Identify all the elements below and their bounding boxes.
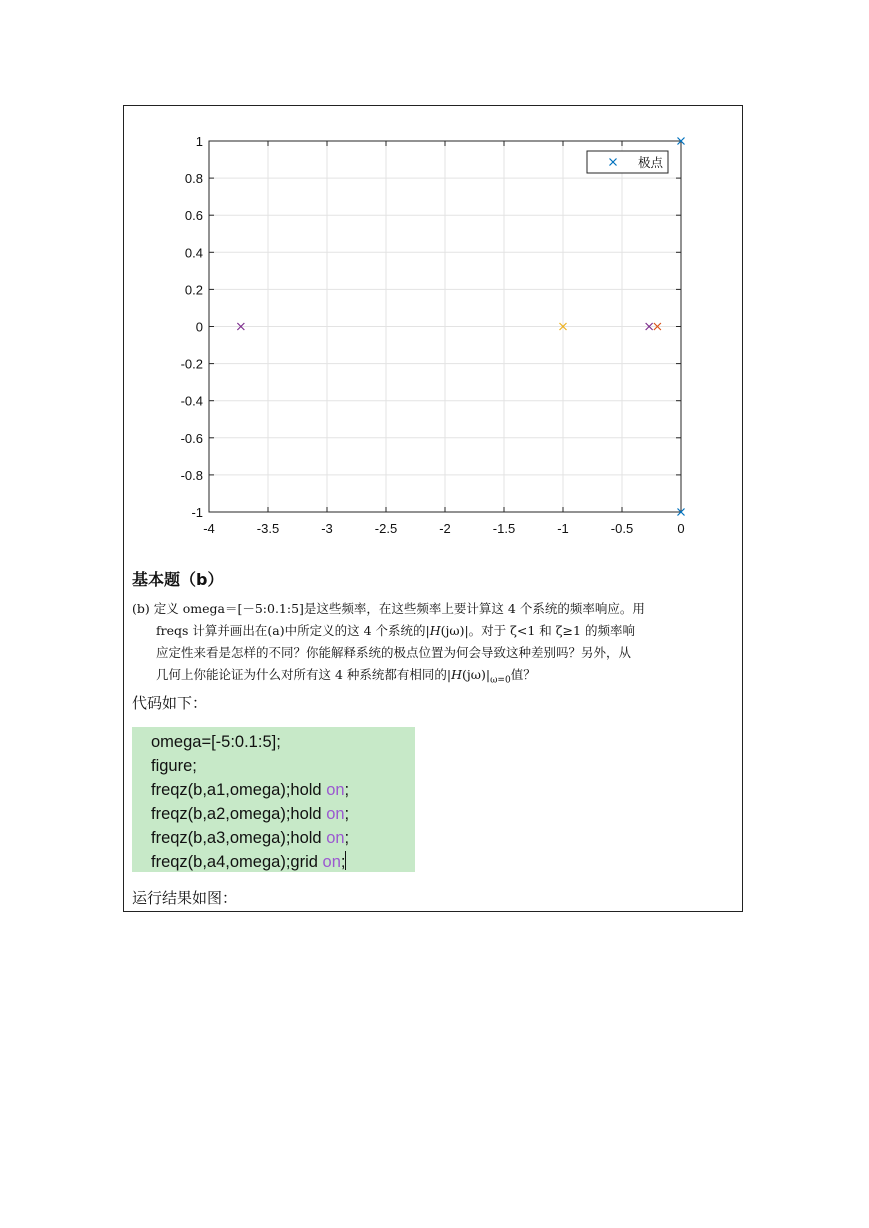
code-keyword: on bbox=[326, 805, 345, 823]
code-tail: ; bbox=[344, 781, 350, 799]
y-tick-label: 1 bbox=[195, 134, 203, 149]
problem-line-2-b: (jω)|。对于 ζ<1 和 ζ≥1 的频率响 bbox=[440, 623, 635, 638]
code-line bbox=[151, 826, 415, 850]
x-tick-label: -1.5 bbox=[492, 521, 516, 536]
x-tick-label: -3.5 bbox=[256, 521, 280, 536]
problem-line-3-text: 应定性来看是怎样的不同？你能解释系统的极点位置为何会导致这种差别吗？另外，从 bbox=[156, 645, 632, 660]
x-tick-label: -3 bbox=[321, 521, 333, 536]
y-tick-label: 0.4 bbox=[184, 245, 203, 261]
y-tick-label: 0.8 bbox=[184, 171, 203, 187]
code-keyword: on bbox=[322, 853, 341, 871]
code-tail: ; bbox=[344, 829, 350, 847]
document-frame bbox=[123, 105, 743, 912]
problem-line-2-a: freqs 计算并画出在(a)中所定义的这 4 个系统的| bbox=[156, 623, 430, 638]
x-tick-label: -1 bbox=[557, 521, 569, 536]
code-text: freqz(b,a3,omega);hold bbox=[151, 829, 327, 847]
problem-line-4-h: H bbox=[451, 667, 463, 682]
code-tail: ; bbox=[344, 805, 350, 823]
problem-line-4-c: 值？ bbox=[510, 667, 536, 682]
problem-line-2 bbox=[132, 620, 732, 642]
y-tick-label: -1 bbox=[191, 505, 203, 520]
code-tail: ; bbox=[340, 853, 346, 871]
section-heading: 基本题（b） bbox=[132, 570, 224, 589]
code-block bbox=[132, 727, 415, 872]
result-caption: 运行结果如图： bbox=[132, 889, 238, 907]
y-tick-label: -0.2 bbox=[180, 356, 203, 372]
y-tick-label: 0.6 bbox=[184, 208, 203, 224]
problem-line-3 bbox=[132, 642, 732, 664]
legend-label: 极点 bbox=[638, 155, 664, 170]
problem-text bbox=[132, 598, 732, 686]
text-cursor bbox=[345, 851, 346, 870]
y-tick-label: 0.2 bbox=[184, 282, 203, 298]
problem-line-4 bbox=[132, 664, 732, 686]
x-tick-label: -0.5 bbox=[610, 521, 634, 536]
y-tick-label: -0.8 bbox=[180, 467, 203, 483]
y-tick-label: 0 bbox=[195, 319, 203, 335]
code-text: freqz(b,a4,omega);grid bbox=[151, 853, 323, 871]
code-text: figure; bbox=[151, 757, 197, 775]
code-text: omega=[-5:0.1:5]; bbox=[151, 733, 281, 751]
code-line bbox=[151, 754, 415, 778]
code-line bbox=[151, 850, 415, 874]
code-line bbox=[151, 778, 415, 802]
code-line bbox=[151, 730, 415, 754]
code-line bbox=[151, 802, 415, 826]
x-tick-label: -4 bbox=[203, 521, 215, 536]
code-text: freqz(b,a1,omega);hold bbox=[151, 781, 327, 799]
problem-line-4-sub: ω=0 bbox=[490, 675, 511, 686]
x-tick-label: 0 bbox=[677, 521, 685, 536]
code-keyword: on bbox=[326, 829, 345, 847]
pole-plot bbox=[124, 106, 742, 556]
y-tick-label: -0.4 bbox=[180, 393, 203, 409]
problem-line-2-h: H bbox=[429, 623, 441, 638]
problem-line-1-text: 定义 omega＝[－5:0.1:5]是这些频率，在这些频率上要计算这 4 个系统的频率响应。用 bbox=[153, 601, 645, 616]
problem-line-4-a: 几何上你能论证为什么对所有这 4 种系统都有相同的| bbox=[156, 667, 452, 682]
x-tick-label: -2 bbox=[439, 521, 451, 536]
code-intro: 代码如下： bbox=[132, 694, 208, 712]
code-text: freqz(b,a2,omega);hold bbox=[151, 805, 327, 823]
problem-mark: (b) bbox=[132, 601, 150, 616]
problem-line-1 bbox=[132, 598, 732, 620]
problem-line-4-b: (jω)| bbox=[462, 667, 491, 682]
y-tick-label: -0.6 bbox=[180, 430, 203, 446]
code-keyword: on bbox=[326, 781, 345, 799]
x-tick-label: -2.5 bbox=[374, 521, 398, 536]
